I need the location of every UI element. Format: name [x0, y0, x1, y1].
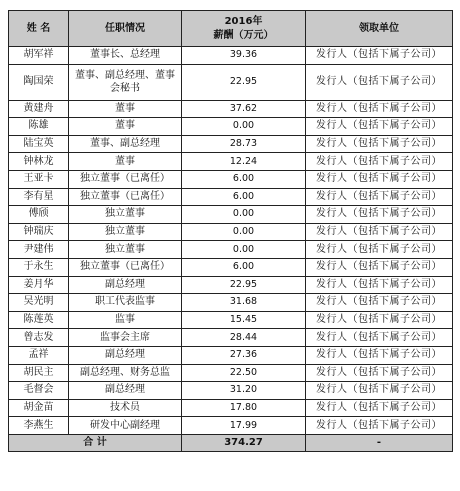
cell-salary: 15.45 [182, 311, 306, 329]
cell-salary: 17.99 [182, 417, 306, 435]
table-row [9, 153, 453, 171]
table-row [9, 135, 453, 153]
table-row [9, 188, 453, 206]
cell-name: 姜月华 [9, 276, 69, 294]
cell-unit: 发行人（包括下属子公司） [306, 118, 453, 136]
cell-salary: 22.50 [182, 364, 306, 382]
cell-unit: 发行人（包括下属子公司） [306, 382, 453, 400]
cell-unit: 发行人（包括下属子公司） [306, 64, 453, 100]
cell-name: 傅颀 [9, 206, 69, 224]
cell-unit: 发行人（包括下属子公司） [306, 170, 453, 188]
cell-name: 吴光明 [9, 294, 69, 312]
table-row [9, 100, 453, 118]
cell-unit: 发行人（包括下属子公司） [306, 188, 453, 206]
cell-position: 董事长、总经理 [69, 47, 182, 65]
cell-unit: 发行人（包括下属子公司） [306, 399, 453, 417]
cell-salary: 17.80 [182, 399, 306, 417]
table-row [9, 241, 453, 259]
cell-name: 孟祥 [9, 346, 69, 364]
cell-name: 钟林龙 [9, 153, 69, 171]
total-row [9, 434, 453, 451]
cell-salary: 6.00 [182, 170, 306, 188]
table-row [9, 170, 453, 188]
cell-salary: 12.24 [182, 153, 306, 171]
table-row [9, 294, 453, 312]
cell-position: 监事会主席 [69, 329, 182, 347]
table-row [9, 417, 453, 435]
cell-position: 董事 [69, 153, 182, 171]
cell-name: 李有星 [9, 188, 69, 206]
cell-position: 技术员 [69, 399, 182, 417]
total-label: 合 计 [9, 434, 182, 451]
cell-position: 独立董事 [69, 206, 182, 224]
cell-unit: 发行人（包括下属子公司） [306, 276, 453, 294]
cell-salary: 22.95 [182, 64, 306, 100]
cell-salary: 37.62 [182, 100, 306, 118]
cell-name: 陶国荣 [9, 64, 69, 100]
table-row [9, 276, 453, 294]
total-unit: - [306, 434, 453, 451]
cell-position: 独立董事（已离任） [69, 188, 182, 206]
table-header [9, 11, 453, 47]
cell-position: 监事 [69, 311, 182, 329]
table-row [9, 399, 453, 417]
cell-position: 独立董事 [69, 223, 182, 241]
cell-position: 副总经理、财务总监 [69, 364, 182, 382]
cell-salary: 31.20 [182, 382, 306, 400]
cell-name: 王亚卡 [9, 170, 69, 188]
cell-name: 曾志发 [9, 329, 69, 347]
header-row [9, 11, 453, 47]
cell-name: 尹建伟 [9, 241, 69, 259]
cell-unit: 发行人（包括下属子公司） [306, 329, 453, 347]
header-salary-label: 薪酬（万元） [213, 29, 274, 41]
cell-name: 陆宝英 [9, 135, 69, 153]
header-salary [182, 11, 306, 47]
table-row [9, 223, 453, 241]
table-row [9, 382, 453, 400]
cell-unit: 发行人（包括下属子公司） [306, 153, 453, 171]
cell-name: 胡民主 [9, 364, 69, 382]
cell-name: 于永生 [9, 258, 69, 276]
cell-unit: 发行人（包括下属子公司） [306, 364, 453, 382]
cell-position: 董事、副总经理 [69, 135, 182, 153]
header-unit: 领取单位 [306, 11, 453, 47]
cell-position: 独立董事（已离任） [69, 170, 182, 188]
table-row [9, 118, 453, 136]
cell-unit: 发行人（包括下属子公司） [306, 223, 453, 241]
cell-name: 毛督会 [9, 382, 69, 400]
cell-salary: 27.36 [182, 346, 306, 364]
header-position: 任职情况 [69, 11, 182, 47]
cell-name: 黄建舟 [9, 100, 69, 118]
cell-salary: 6.00 [182, 188, 306, 206]
cell-unit: 发行人（包括下属子公司） [306, 294, 453, 312]
cell-position: 副总经理 [69, 382, 182, 400]
cell-unit: 发行人（包括下属子公司） [306, 206, 453, 224]
cell-name: 胡军祥 [9, 47, 69, 65]
header-name: 姓 名 [9, 11, 69, 47]
cell-unit: 发行人（包括下属子公司） [306, 417, 453, 435]
cell-salary: 0.00 [182, 206, 306, 224]
cell-name: 李燕生 [9, 417, 69, 435]
table-row [9, 311, 453, 329]
cell-position: 副总经理 [69, 346, 182, 364]
salary-table-container [8, 10, 452, 452]
table-row [9, 364, 453, 382]
table-footer [9, 434, 453, 451]
cell-salary: 0.00 [182, 223, 306, 241]
cell-position: 董事、副总经理、董事会秘书 [69, 64, 182, 100]
cell-salary: 28.73 [182, 135, 306, 153]
cell-unit: 发行人（包括下属子公司） [306, 241, 453, 259]
cell-salary: 22.95 [182, 276, 306, 294]
cell-name: 陈莲英 [9, 311, 69, 329]
cell-salary: 39.36 [182, 47, 306, 65]
table-row [9, 329, 453, 347]
header-salary-year: 2016年 [224, 15, 263, 27]
table-body [9, 47, 453, 435]
table-row [9, 64, 453, 100]
cell-position: 董事 [69, 118, 182, 136]
cell-unit: 发行人（包括下属子公司） [306, 311, 453, 329]
cell-name: 陈雄 [9, 118, 69, 136]
cell-position: 独立董事（已离任） [69, 258, 182, 276]
cell-unit: 发行人（包括下属子公司） [306, 100, 453, 118]
cell-position: 独立董事 [69, 241, 182, 259]
salary-table [8, 10, 453, 452]
cell-unit: 发行人（包括下属子公司） [306, 135, 453, 153]
cell-salary: 28.44 [182, 329, 306, 347]
cell-salary: 0.00 [182, 241, 306, 259]
cell-position: 副总经理 [69, 276, 182, 294]
cell-unit: 发行人（包括下属子公司） [306, 258, 453, 276]
table-row [9, 47, 453, 65]
table-row [9, 258, 453, 276]
cell-name: 钟瑞庆 [9, 223, 69, 241]
cell-name: 胡金苗 [9, 399, 69, 417]
table-row [9, 346, 453, 364]
total-salary: 374.27 [182, 434, 306, 451]
cell-salary: 31.68 [182, 294, 306, 312]
cell-unit: 发行人（包括下属子公司） [306, 47, 453, 65]
cell-salary: 0.00 [182, 118, 306, 136]
table-row [9, 206, 453, 224]
cell-salary: 6.00 [182, 258, 306, 276]
cell-position: 董事 [69, 100, 182, 118]
cell-position: 职工代表监事 [69, 294, 182, 312]
cell-unit: 发行人（包括下属子公司） [306, 346, 453, 364]
cell-position: 研发中心副经理 [69, 417, 182, 435]
